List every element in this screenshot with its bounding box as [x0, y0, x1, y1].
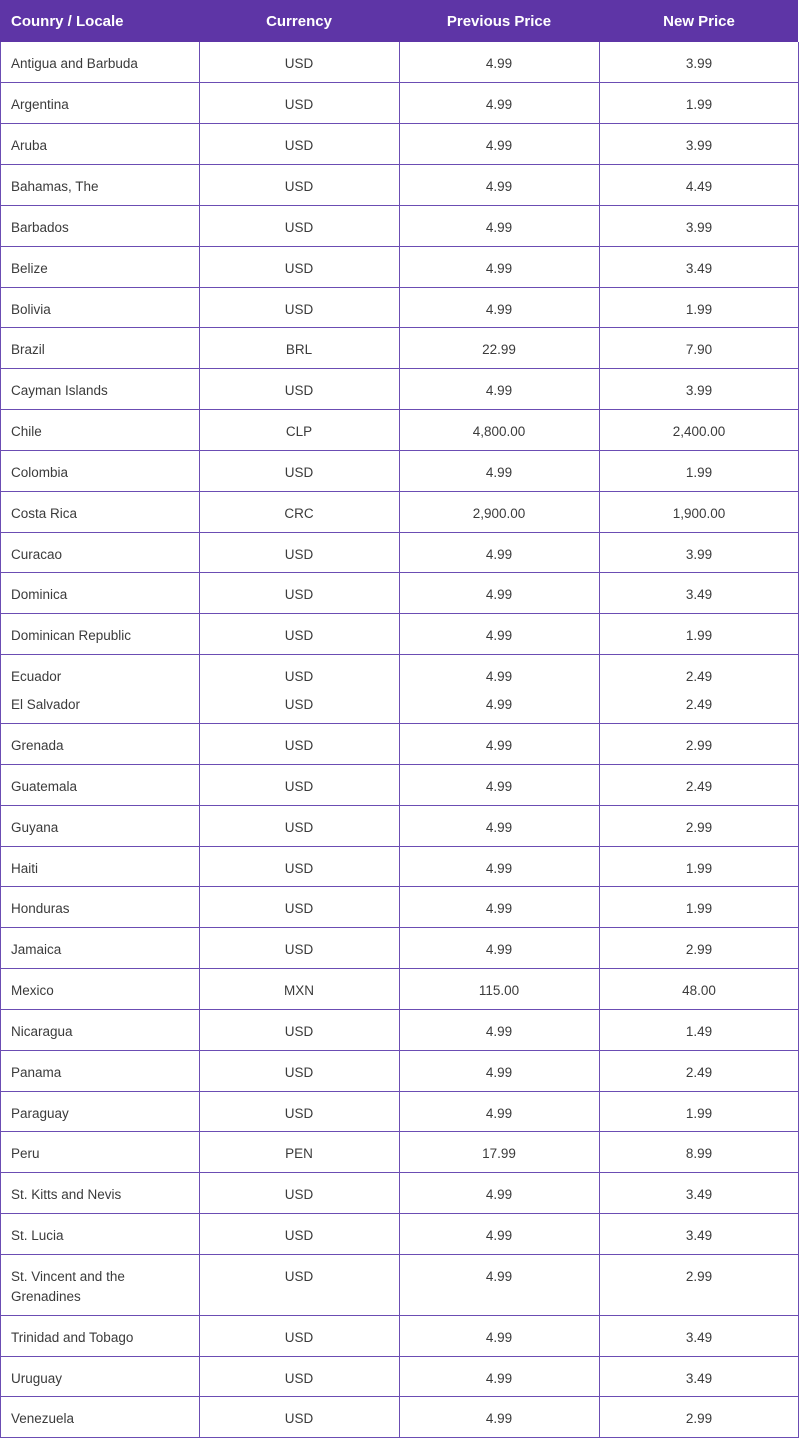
cell-country: Haiti [11, 861, 39, 876]
cell-currency: USD [284, 56, 314, 71]
cell-country: Guatemala [11, 779, 78, 794]
cell-previous-price: 4,800.00 [472, 424, 526, 439]
cell-previous-price: 4.99 [485, 628, 513, 643]
cell-previous-price: 4.99 [485, 465, 513, 480]
cell-currency: USD [284, 220, 314, 235]
cell-currency: USD [284, 465, 314, 480]
cell-country: Dominican Republic [11, 628, 132, 643]
cell-new-price: 1.99 [685, 465, 713, 480]
cell-new-price: 3.49 [685, 261, 713, 276]
cell-country: Grenada [11, 738, 64, 753]
header-currency: Currency [266, 13, 332, 30]
cell-new-price: 1.49 [685, 1024, 713, 1039]
cell-new-price: 1.99 [685, 1106, 713, 1121]
cell-currency: USD [284, 302, 314, 317]
cell-country: Uruguay [11, 1371, 63, 1386]
cell-previous-price: 4.99 [485, 587, 513, 602]
cell-country: Argentina [11, 97, 69, 112]
cell-previous-price: 4.99 [485, 1024, 513, 1039]
cell-country: St. Kitts and Nevis [11, 1187, 122, 1202]
cell-currency: USD [284, 547, 314, 562]
cell-currency: USD [284, 1065, 314, 1080]
cell-currency: USD [284, 1330, 314, 1345]
cell-previous-price: 4.99 [485, 779, 513, 794]
cell-new-price: 2,400.00 [672, 424, 726, 439]
cell-currency: USD [284, 179, 314, 194]
cell-country: El Salvador [11, 697, 81, 712]
cell-new-price: 1,900.00 [672, 506, 726, 521]
cell-previous-price: 4.99 [485, 901, 513, 916]
cell-new-price: 2.99 [685, 942, 713, 957]
cell-new-price: 2.99 [685, 1269, 713, 1284]
cell-currency: USD [284, 738, 314, 753]
cell-previous-price: 4.99 [485, 861, 513, 876]
header-new-price: New Price [663, 13, 735, 30]
cell-currency: USD [284, 901, 314, 916]
cell-country: Paraguay [11, 1106, 69, 1121]
cell-country: Belize [11, 261, 48, 276]
cell-new-price: 2.49 [685, 669, 713, 684]
cell-country: Antigua and Barbuda [11, 56, 138, 71]
cell-previous-price: 17.99 [482, 1146, 516, 1161]
cell-currency: CLP [285, 424, 313, 439]
cell-country: Cayman Islands [11, 383, 108, 398]
cell-new-price: 3.99 [685, 220, 713, 235]
cell-previous-price: 115.00 [478, 983, 520, 998]
cell-new-price: 1.99 [685, 628, 713, 643]
cell-currency: USD [284, 1371, 314, 1386]
cell-country: Panama [11, 1065, 62, 1080]
cell-country: Bahamas, The [11, 179, 99, 194]
cell-previous-price: 4.99 [485, 138, 513, 153]
cell-new-price: 3.99 [685, 383, 713, 398]
cell-new-price: 2.49 [685, 697, 713, 712]
cell-previous-price: 4.99 [485, 1228, 513, 1243]
cell-new-price: 3.99 [685, 547, 713, 562]
cell-new-price: 2.49 [685, 779, 713, 794]
cell-currency: USD [284, 1228, 314, 1243]
cell-previous-price: 4.99 [485, 261, 513, 276]
cell-country: St. Lucia [11, 1228, 64, 1243]
cell-country: Aruba [11, 138, 48, 153]
cell-currency: USD [284, 138, 314, 153]
cell-new-price: 1.99 [685, 861, 713, 876]
cell-previous-price: 4.99 [485, 547, 513, 562]
cell-currency: USD [284, 1106, 314, 1121]
cell-country: Jamaica [11, 942, 62, 957]
cell-previous-price: 4.99 [485, 97, 513, 112]
cell-currency: MXN [284, 983, 314, 998]
cell-currency: USD [284, 942, 314, 957]
cell-country: Guyana [11, 820, 59, 835]
cell-currency: USD [284, 820, 314, 835]
cell-currency: USD [284, 1024, 314, 1039]
cell-new-price: 3.49 [685, 1371, 713, 1386]
cell-previous-price: 22.99 [482, 342, 516, 357]
cell-previous-price: 4.99 [485, 179, 513, 194]
cell-previous-price: 4.99 [485, 302, 513, 317]
cell-currency: USD [284, 779, 314, 794]
cell-previous-price: 4.99 [485, 697, 513, 712]
cell-currency: USD [284, 1411, 314, 1426]
cell-country: Mexico [11, 983, 54, 998]
table-header [0, 0, 798, 42]
cell-currency: USD [284, 669, 314, 684]
cell-new-price: 8.99 [685, 1146, 713, 1161]
cell-currency: USD [284, 1269, 314, 1284]
cell-country: Ecuador [11, 669, 62, 684]
column-divider [199, 42, 200, 1438]
cell-new-price: 2.99 [685, 1411, 713, 1426]
cell-new-price: 3.99 [685, 138, 713, 153]
cell-previous-price: 4.99 [485, 1330, 513, 1345]
cell-previous-price: 4.99 [485, 1187, 513, 1202]
cell-country: Brazil [11, 342, 45, 357]
cell-new-price: 4.49 [685, 179, 713, 194]
cell-new-price: 1.99 [685, 97, 713, 112]
cell-previous-price: 4.99 [485, 1106, 513, 1121]
cell-country: Barbados [11, 220, 69, 235]
cell-currency: USD [284, 587, 314, 602]
header-country: Counry / Locale [11, 13, 124, 30]
cell-country: Peru [11, 1146, 40, 1161]
cell-previous-price: 4.99 [485, 1065, 513, 1080]
cell-currency: CRC [284, 506, 314, 521]
cell-country: Venezuela [11, 1411, 75, 1426]
cell-currency: PEN [285, 1146, 313, 1161]
cell-previous-price: 4.99 [485, 56, 513, 71]
cell-currency: USD [284, 697, 314, 712]
column-divider [399, 42, 400, 1438]
cell-previous-price: 4.99 [485, 1371, 513, 1386]
cell-new-price: 3.49 [685, 587, 713, 602]
cell-country: Colombia [11, 465, 69, 480]
cell-previous-price: 4.99 [485, 220, 513, 235]
cell-previous-price: 4.99 [485, 1411, 513, 1426]
cell-previous-price: 2,900.00 [472, 506, 526, 521]
cell-previous-price: 4.99 [485, 738, 513, 753]
cell-new-price: 3.99 [685, 56, 713, 71]
cell-new-price: 3.49 [685, 1187, 713, 1202]
header-previous-price: Previous Price [446, 13, 552, 30]
cell-country: Curacao [11, 547, 63, 562]
column-divider [599, 42, 600, 1438]
column-divider [798, 42, 799, 1438]
cell-country: Chile [11, 424, 42, 439]
cell-currency: BRL [285, 342, 313, 357]
cell-previous-price: 4.99 [485, 383, 513, 398]
cell-new-price: 1.99 [685, 302, 713, 317]
cell-country: Dominica [11, 587, 68, 602]
cell-new-price: 2.99 [685, 820, 713, 835]
cell-currency: USD [284, 861, 314, 876]
cell-new-price: 48.00 [682, 983, 716, 998]
cell-new-price: 3.49 [685, 1228, 713, 1243]
cell-currency: USD [284, 97, 314, 112]
cell-previous-price: 4.99 [485, 1269, 513, 1284]
cell-new-price: 1.99 [685, 901, 713, 916]
cell-country: Nicaragua [11, 1024, 73, 1039]
cell-previous-price: 4.99 [485, 669, 513, 684]
cell-new-price: 7.90 [685, 342, 713, 357]
cell-currency: USD [284, 628, 314, 643]
cell-new-price: 2.99 [685, 738, 713, 753]
cell-currency: USD [284, 261, 314, 276]
cell-currency: USD [284, 383, 314, 398]
column-divider [0, 42, 1, 1438]
cell-country: Trinidad and Tobago [11, 1330, 134, 1345]
cell-previous-price: 4.99 [485, 820, 513, 835]
cell-currency: USD [284, 1187, 314, 1202]
cell-previous-price: 4.99 [485, 942, 513, 957]
cell-country: St. Vincent and the Grenadines [11, 1269, 125, 1304]
cell-new-price: 2.49 [685, 1065, 713, 1080]
cell-country: Costa Rica [11, 506, 78, 521]
cell-new-price: 3.49 [685, 1330, 713, 1345]
cell-country: Bolivia [11, 302, 51, 317]
cell-country: Honduras [11, 901, 70, 916]
